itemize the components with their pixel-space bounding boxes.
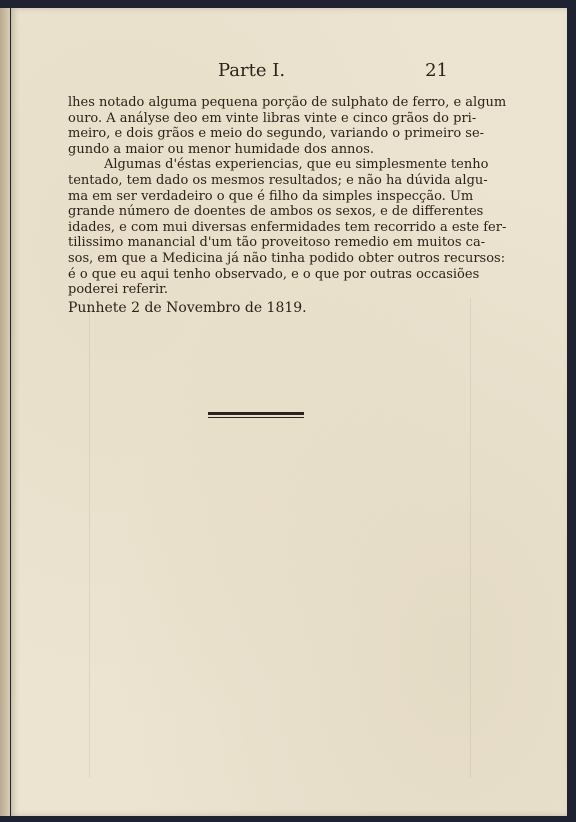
text-line: é o que eu aqui tenho observado, e o que por outras occasiões [68, 266, 480, 282]
text-line: gundo a maior ou menor humidade dos annos. [68, 141, 375, 157]
text-line: sos, em que a Medicina já não tinha podido obter outros recursos: [68, 250, 506, 266]
section-end-rule [208, 412, 304, 418]
text-line: idades, e com mui diversas enfermidades tem recorrido a este fer- [68, 219, 507, 235]
text-line: poderei referir. [68, 282, 169, 298]
show-through-table [89, 298, 471, 778]
body-text [68, 95, 507, 298]
text-line: tentado, tem dado os mesmos resultados; e não ha dúvida algu- [68, 172, 488, 188]
section-title: Parte I. [218, 60, 286, 81]
facing-page-edge [0, 8, 10, 816]
text-line: lhes notado alguma pequena porção de sulphato de ferro, e algum [68, 95, 507, 110]
dateline: Punhete 2 de Novembro de 1819. [68, 300, 307, 316]
running-header [68, 60, 448, 86]
text-line: grande número de doentes de ambos os sexos, e de differentes [68, 204, 484, 220]
page-number: 21 [425, 60, 448, 81]
text-line: tilissimo manancial d'um tão proveitoso remedio em muitos ca- [68, 235, 486, 251]
text-line: ma em ser verdadeiro o que é filho da simples inspecção. Um [68, 188, 474, 204]
text-line: ouro. A anályse deo em vinte libras vinte e cinco grãos do pri- [68, 110, 477, 126]
text-line: Algumas d'éstas experiencias, que eu simplesmente tenho [104, 157, 489, 173]
text-line: meiro, e dois grãos e meio do segundo, variando o primeiro se- [68, 126, 485, 142]
